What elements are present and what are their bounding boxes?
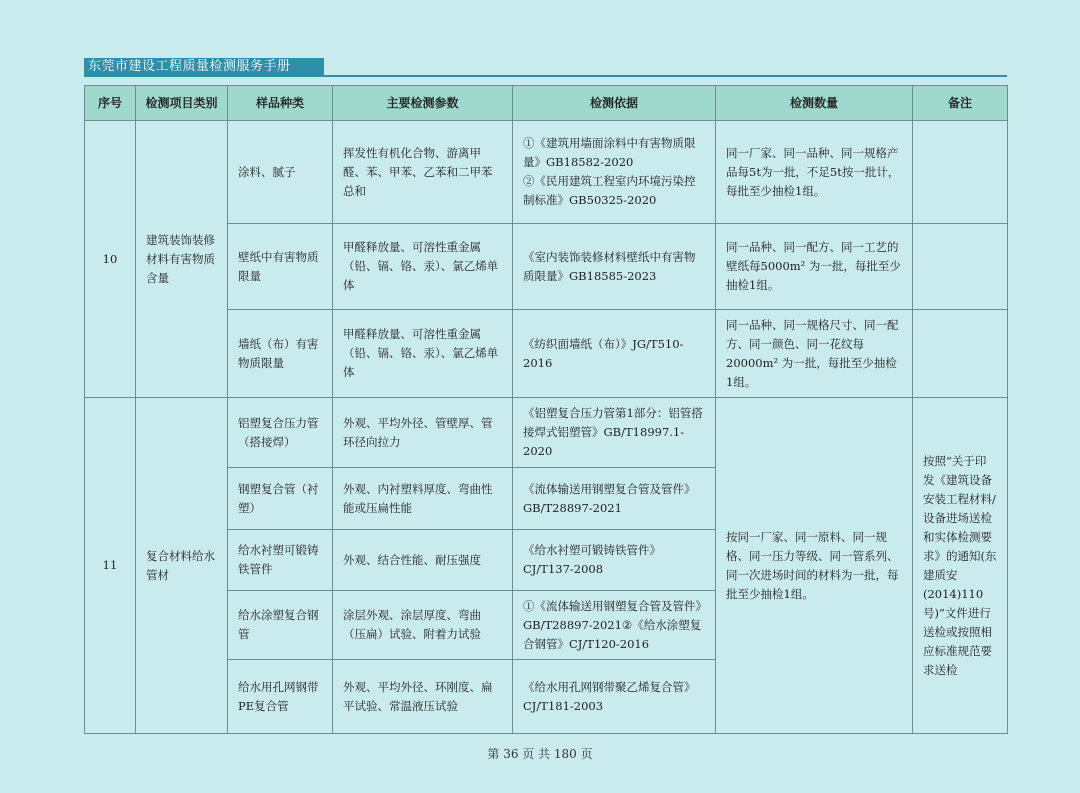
basis-line: 《室内装饰装修材料壁纸中有害物质限量》GB18585-2023 bbox=[523, 249, 696, 283]
basis-line: 《流体输送用钢塑复合管及管件》GB/T28897-2021 bbox=[523, 481, 696, 515]
basis-cell bbox=[513, 121, 716, 224]
col-header-quantity: 检测数量 bbox=[716, 86, 913, 121]
col-header-category: 检测项目类别 bbox=[136, 86, 228, 121]
basis-cell bbox=[513, 468, 716, 530]
sample-cell: 墙纸（布）有害物质限量 bbox=[228, 310, 333, 398]
table-row bbox=[85, 121, 1008, 224]
params-cell: 挥发性有机化合物、游离甲醛、苯、甲苯、乙苯和二甲苯总和 bbox=[333, 121, 513, 224]
sample-cell: 涂料、腻子 bbox=[228, 121, 333, 224]
quantity-cell: 同一厂家、同一品种、同一规格产品每5t为一批，不足5t按一批计，每批至少抽检1组。 bbox=[716, 121, 913, 224]
manual-title: 东莞市建设工程质量检测服务手册 bbox=[84, 58, 324, 75]
col-header-params: 主要检测参数 bbox=[333, 86, 513, 121]
basis-cell bbox=[513, 398, 716, 468]
quantity-cell: 同一品种、同一配方、同一工艺的壁纸每5000m² 为一批，每批至少抽检1组。 bbox=[716, 224, 913, 310]
sample-cell: 给水用孔网钢带PE复合管 bbox=[228, 660, 333, 734]
note-cell bbox=[913, 121, 1008, 224]
params-cell: 涂层外观、涂层厚度、弯曲（压扁）试验、附着力试验 bbox=[333, 591, 513, 660]
table-row bbox=[85, 398, 1008, 468]
col-header-sample: 样品种类 bbox=[228, 86, 333, 121]
params-cell: 外观、平均外径、管壁厚、管环径向拉力 bbox=[333, 398, 513, 468]
params-cell: 甲醛释放量、可溶性重金属（铅、镉、铬、汞）、氯乙烯单体 bbox=[333, 224, 513, 310]
note-cell bbox=[913, 224, 1008, 310]
sample-cell: 壁纸中有害物质限量 bbox=[228, 224, 333, 310]
sample-cell: 给水涂塑复合钢管 bbox=[228, 591, 333, 660]
seq-cell: 11 bbox=[85, 398, 136, 734]
basis-cell bbox=[513, 530, 716, 591]
params-cell: 外观、内衬塑料厚度、弯曲性能或压扁性能 bbox=[333, 468, 513, 530]
col-header-seq: 序号 bbox=[85, 86, 136, 121]
sample-cell: 钢塑复合管（衬塑） bbox=[228, 468, 333, 530]
basis-cell bbox=[513, 310, 716, 398]
sample-cell: 铝塑复合压力管（搭接焊） bbox=[228, 398, 333, 468]
basis-line: ①《建筑用墙面涂料中有害物质限量》GB18582-2020 bbox=[523, 136, 696, 169]
params-cell: 外观、结合性能、耐压强度 bbox=[333, 530, 513, 591]
note-cell bbox=[913, 310, 1008, 398]
category-cell: 建筑装饰装修材料有害物质含量 bbox=[136, 121, 228, 398]
basis-line: 《给水用孔网钢带聚乙烯复合管》CJ/T181-2003 bbox=[523, 679, 696, 713]
sample-cell: 给水衬塑可锻铸铁管件 bbox=[228, 530, 333, 591]
category-cell: 复合材料给水管材 bbox=[136, 398, 228, 734]
basis-cell bbox=[513, 660, 716, 734]
note-cell: 按照“关于印发《建筑设备安装工程材料/设备进场送检和实体检测要求》的通知(东建质安(2014)110号)”文件进行送检或按照相应标准规范要求送检 bbox=[913, 398, 1008, 734]
basis-line: ①《流体输送用钢塑复合管及管件》GB/T28897-2021②《给水涂塑复合钢管》CJ/T120-2016 bbox=[523, 598, 702, 651]
basis-cell bbox=[513, 591, 716, 660]
page-number: 第 36 页 共 180 页 bbox=[487, 747, 593, 761]
col-header-basis: 检测依据 bbox=[513, 86, 716, 121]
testing-table bbox=[84, 85, 1008, 734]
header-rule bbox=[84, 75, 1007, 77]
basis-line: ②《民用建筑工程室内环境污染控制标准》GB50325-2020 bbox=[523, 174, 696, 207]
quantity-cell: 按同一厂家、同一原料、同一规格、同一压力等级、同一管系列、同一次进场时间的材料为一批，每批至少抽检1组。 bbox=[716, 398, 913, 734]
basis-line: 《纺织面墙纸（布）》JG/T510-2016 bbox=[523, 336, 684, 370]
quantity-cell: 同一品种、同一规格尺寸、同一配方、同一颜色、同一花纹每20000m² 为一批，每批至少抽检1组。 bbox=[716, 310, 913, 398]
basis-line: 《给水衬塑可锻铸铁管件》CJ/T137-2008 bbox=[523, 543, 661, 576]
basis-line: 《铝塑复合压力管第1部分：铝管搭接焊式铝塑管》GB/T18997.1-2020 bbox=[523, 406, 703, 458]
seq-cell: 10 bbox=[85, 121, 136, 398]
params-cell: 甲醛释放量、可溶性重金属（铅、镉、铬、汞）、氯乙烯单体 bbox=[333, 310, 513, 398]
col-header-note: 备注 bbox=[913, 86, 1008, 121]
table-header-row bbox=[85, 86, 1008, 121]
basis-cell bbox=[513, 224, 716, 310]
params-cell: 外观、平均外径、环刚度、扁平试验、常温液压试验 bbox=[333, 660, 513, 734]
